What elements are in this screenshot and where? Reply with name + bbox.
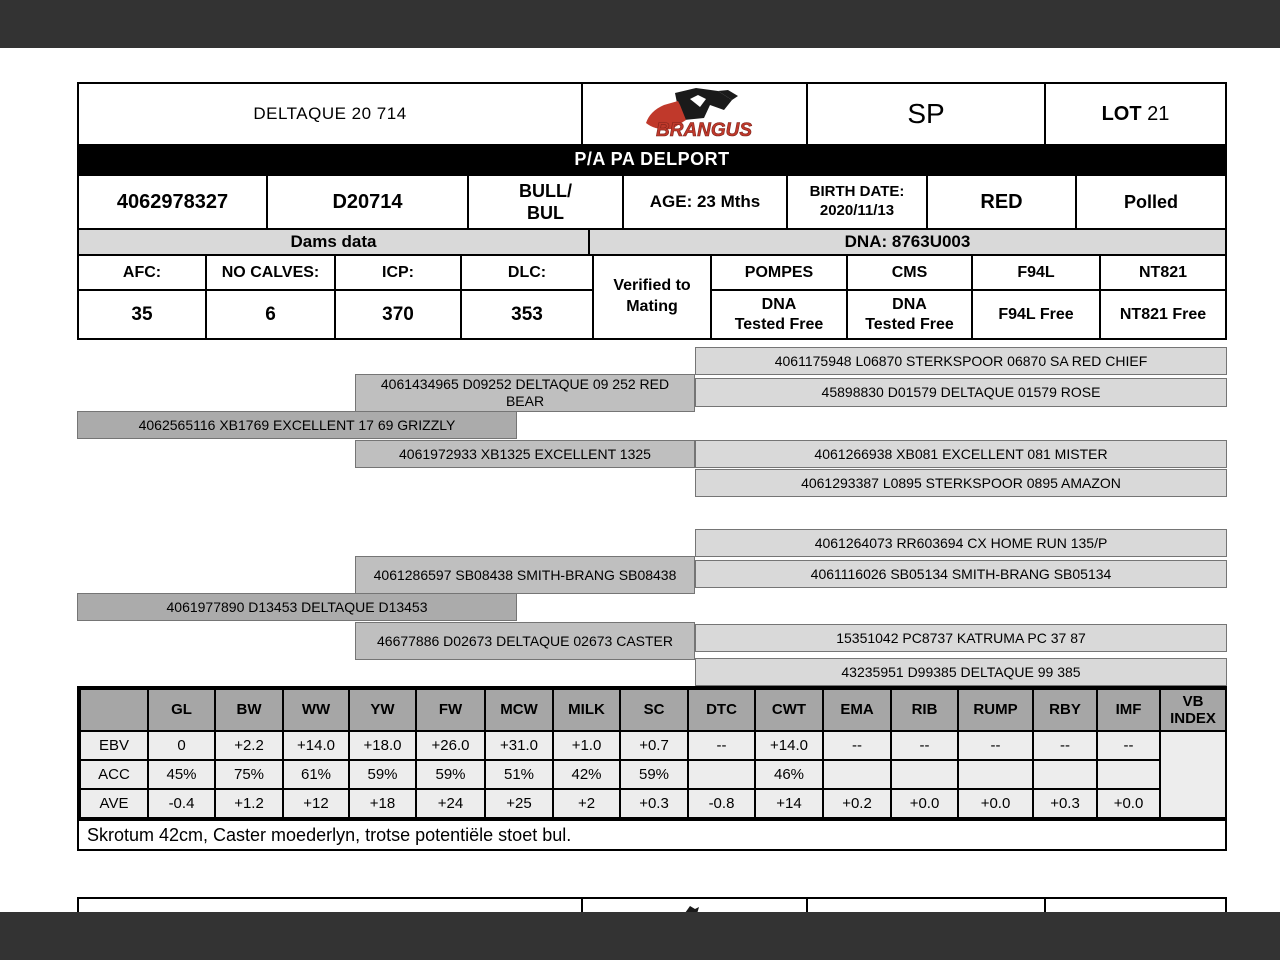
ebv-value-cell: -- [958, 731, 1033, 760]
lot-note: Skrotum 42cm, Caster moederlyn, trotse potentiële stoet bul. [79, 819, 1225, 849]
ebv-col-header: DTC [688, 689, 755, 731]
ave-row [80, 789, 1226, 818]
ave-value-cell: +0.0 [958, 789, 1033, 818]
lot-label: LOT [1101, 102, 1142, 125]
ebv-table [79, 688, 1227, 819]
acc-value-cell: 59% [416, 760, 485, 789]
acc-value-cell: 75% [215, 760, 283, 789]
next-lot-society-cell [808, 899, 1046, 913]
next-lot-logo-cell [583, 899, 808, 913]
ebv-value-cell: -- [823, 731, 891, 760]
ebv-corner-cell [80, 689, 148, 731]
ave-value-cell: +12 [283, 789, 349, 818]
ebv-value-cell: 0 [148, 731, 215, 760]
acc-value-cell: 59% [620, 760, 688, 789]
ave-value-cell: +0.3 [1033, 789, 1097, 818]
pedigree-dam-dam-sire: 15351042 PC8737 KATRUMA PC 37 87 [695, 624, 1227, 652]
ave-value-cell: +25 [485, 789, 553, 818]
ebv-value-cell: -- [891, 731, 958, 760]
herd-id: D20714 [268, 176, 469, 228]
pedigree-sire-sire: 4061434965 D09252 DELTAQUE 09 252 RED BEAR [355, 374, 695, 412]
ebv-value-cell: -- [688, 731, 755, 760]
registration-number: 4062978327 [79, 176, 268, 228]
pompes-value: DNA Tested Free [712, 291, 848, 338]
cms-label: CMS [848, 256, 973, 291]
acc-value-cell [1097, 760, 1160, 789]
ebv-col-header: EMA [823, 689, 891, 731]
ebv-col-header: GL [148, 689, 215, 731]
pedigree-sire-sire-dam: 45898830 D01579 DELTAQUE 01579 ROSE [695, 378, 1227, 407]
ebv-col-header: CWT [755, 689, 823, 731]
pedigree-chart [77, 344, 1227, 686]
pedigree-dam-sire-sire: 4061264073 RR603694 CX HOME RUN 135/P [695, 529, 1227, 557]
lot-number: 21 [1147, 102, 1170, 125]
ebv-col-header: BW [215, 689, 283, 731]
acc-value-cell: 51% [485, 760, 553, 789]
identity-row [79, 174, 1225, 230]
vb-index-cell [1160, 731, 1226, 818]
acc-value-cell: 45% [148, 760, 215, 789]
ebv-card [77, 686, 1227, 851]
colour-cell: RED [928, 176, 1077, 228]
ebv-col-header: RBY [1033, 689, 1097, 731]
acc-value-cell: 59% [349, 760, 416, 789]
acc-value-cell [891, 760, 958, 789]
dlc-value: 353 [462, 291, 594, 338]
owner-band: P/A PA DELPORT [79, 144, 1225, 174]
icp-value: 370 [336, 291, 462, 338]
ebv-col-header: WW [283, 689, 349, 731]
icp-label: ICP: [336, 256, 462, 291]
ave-value-cell: -0.8 [688, 789, 755, 818]
title-row [79, 84, 1225, 144]
next-lot-number-cell [1046, 899, 1225, 913]
pedigree-dam-sire-dam: 4061116026 SB05134 SMITH-BRANG SB05134 [695, 560, 1227, 588]
f94l-value: F94L Free [973, 291, 1101, 338]
pedigree-sire-sire-sire: 4061175948 L06870 STERKSPOOR 06870 SA RED CHIEF [695, 347, 1227, 375]
nt821-value: NT821 Free [1119, 305, 1207, 323]
ebv-col-header: MILK [553, 689, 620, 731]
acc-value-cell: 46% [755, 760, 823, 789]
pedigree-dam-dam-dam: 43235951 D99385 DELTAQUE 99 385 [695, 658, 1227, 686]
ave-value-cell: +2 [553, 789, 620, 818]
ave-value-cell: +24 [416, 789, 485, 818]
acc-value-cell [958, 760, 1033, 789]
verified-to-mating: Verified to Mating [594, 256, 712, 338]
brangus-logo [583, 84, 808, 144]
ebv-col-header: RIB [891, 689, 958, 731]
society-code: SP [808, 84, 1046, 144]
ebv-value-cell: +0.7 [620, 731, 688, 760]
ebv-col-header: SC [620, 689, 688, 731]
ebv-value-cell: -- [1097, 731, 1160, 760]
pedigree-sire-dam-sire: 4061266938 XB081 EXCELLENT 081 MISTER [695, 440, 1227, 468]
ebv-col-header: MCW [485, 689, 553, 731]
ave-value-cell: +0.0 [1097, 789, 1160, 818]
ebv-row-label: AVE [80, 789, 148, 818]
acc-value-cell [823, 760, 891, 789]
birth-date-cell: BIRTH DATE: 2020/11/13 [788, 176, 928, 228]
ebv-value-cell: +26.0 [416, 731, 485, 760]
ave-value-cell: +18 [349, 789, 416, 818]
pompes-label: POMPES [712, 256, 848, 291]
dlc-label: DLC: [462, 256, 594, 291]
sex-cell: BULL/ BUL [469, 176, 624, 228]
cms-value: DNA Tested Free [848, 291, 973, 338]
pedigree-dam-dam: 46677886 D02673 DELTAQUE 02673 CASTER [355, 622, 695, 660]
lot-cell [1046, 84, 1225, 144]
no-calves-value: 6 [207, 291, 336, 338]
bull-logo-icon [620, 87, 770, 141]
ebv-row [80, 731, 1226, 760]
afc-label: AFC: [79, 256, 207, 291]
svg-text:BRANGUS: BRANGUS [655, 120, 752, 141]
ebv-value-cell: +18.0 [349, 731, 416, 760]
ebv-row-label: ACC [80, 760, 148, 789]
age-cell: AGE: 23 Mths [624, 176, 788, 228]
pedigree-dam-sire: 4061286597 SB08438 SMITH-BRANG SB08438 [355, 556, 695, 594]
acc-value-cell: 42% [553, 760, 620, 789]
acc-value-cell: 61% [283, 760, 349, 789]
section-header-row [79, 230, 1225, 256]
bottom-crop-bar [0, 912, 1280, 960]
dams-data-header: Dams data [79, 230, 590, 254]
acc-value-cell [688, 760, 755, 789]
ave-value-cell: -0.4 [148, 789, 215, 818]
acc-row [80, 760, 1226, 789]
animal-name: DELTAQUE 20 714 [79, 84, 583, 144]
poll-status-cell: Polled [1123, 191, 1178, 212]
ebv-value-cell: +2.2 [215, 731, 283, 760]
ebv-value-cell: +31.0 [485, 731, 553, 760]
top-crop-bar [0, 0, 1280, 48]
ave-value-cell: +0.0 [891, 789, 958, 818]
dams-genetics-grid [79, 256, 1225, 338]
pedigree-sire: 4062565116 XB1769 EXCELLENT 17 69 GRIZZLY [77, 411, 517, 439]
dna-header: DNA: 8763U003 [590, 230, 1225, 254]
f94l-label: F94L [973, 256, 1101, 291]
no-calves-label: NO CALVES: [207, 256, 336, 291]
ebv-vb-index-header: VB INDEX [1160, 689, 1226, 731]
ebv-row-label: EBV [80, 731, 148, 760]
next-lot-name-cell [79, 899, 583, 913]
ebv-value-cell: +14.0 [755, 731, 823, 760]
pedigree-dam: 4061977890 D13453 DELTAQUE D13453 [77, 593, 517, 621]
afc-value: 35 [79, 291, 207, 338]
ebv-col-header: FW [416, 689, 485, 731]
ave-value-cell: +1.2 [215, 789, 283, 818]
ebv-header-row [80, 689, 1226, 731]
lot-header-card [77, 82, 1227, 340]
ebv-col-header: YW [349, 689, 416, 731]
ebv-col-header: RUMP [958, 689, 1033, 731]
ave-value-cell: +0.3 [620, 789, 688, 818]
ave-value-cell: +0.2 [823, 789, 891, 818]
nt821-label: NT821 [1101, 256, 1225, 291]
ebv-value-cell: -- [1033, 731, 1097, 760]
ave-value-cell: +14 [755, 789, 823, 818]
pedigree-sire-dam-dam: 4061293387 L0895 STERKSPOOR 0895 AMAZON [695, 469, 1227, 497]
acc-value-cell [1033, 760, 1097, 789]
pedigree-sire-dam: 4061972933 XB1325 EXCELLENT 1325 [355, 440, 695, 468]
ebv-value-cell: +1.0 [553, 731, 620, 760]
ebv-col-header: IMF [1097, 689, 1160, 731]
ebv-value-cell: +14.0 [283, 731, 349, 760]
